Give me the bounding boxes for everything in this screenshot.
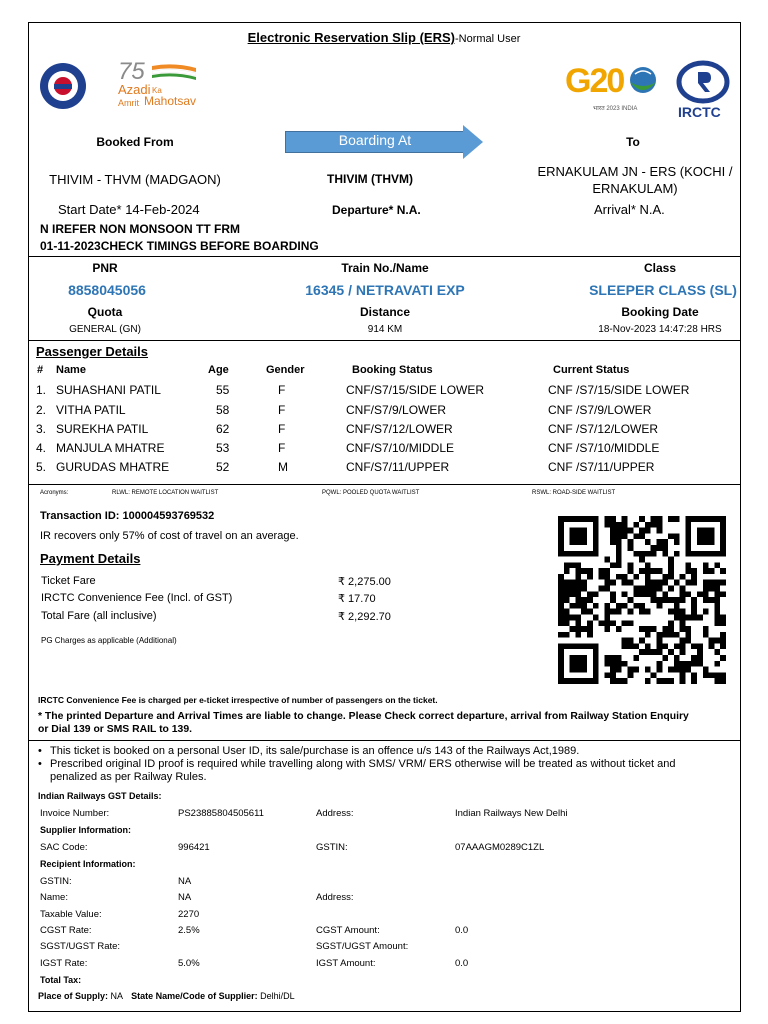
ticket-title: Electronic Reservation Slip (ERS)	[247, 30, 455, 45]
distance-value: 914 KM	[367, 324, 403, 335]
acronyms-label: Acronyms:	[40, 490, 69, 496]
passenger-age: 62	[216, 422, 230, 436]
start-date: Start Date* 14-Feb-2024	[58, 202, 200, 217]
passenger-num: 2.	[36, 403, 47, 417]
azadi-75: 75	[118, 58, 145, 85]
train-value: 16345 / NETRAVATI EXP	[305, 282, 465, 298]
quota-value: GENERAL (GN)	[69, 324, 141, 335]
arrow-head	[463, 125, 483, 159]
irctc-logo	[670, 60, 736, 122]
passenger-current-status: CNF /S7/12/LOWER	[548, 422, 659, 436]
passenger-gender: F	[278, 441, 286, 455]
passenger-current-status: CNF /S7/10/MIDDLE	[548, 441, 660, 455]
place-of-supply	[38, 991, 295, 1001]
booked-from-label: Booked From	[96, 135, 174, 149]
to-station-line2: ERNAKULAM)	[592, 181, 678, 196]
divider	[28, 740, 741, 741]
cgst-rate-value: 2.5%	[178, 925, 200, 936]
place-value: NA	[110, 991, 123, 1001]
recipient-gstin-value: NA	[178, 876, 192, 887]
igst-rate-label: IGST Rate:	[40, 958, 88, 969]
qr-code	[553, 516, 731, 684]
recipient-name-value: NA	[178, 892, 192, 903]
passenger-booking-status: CNF/S7/12/LOWER	[346, 422, 453, 436]
azadi-ka: Ka	[152, 86, 162, 95]
payment-details-title: Payment Details	[40, 551, 141, 566]
flag-icon	[152, 64, 196, 80]
azadi-amrit: Amrit	[118, 98, 139, 108]
place-label: Place of Supply:	[38, 991, 109, 1001]
acronym-pqwl: PQWL: POOLED QUOTA WAITLIST	[322, 490, 420, 496]
passenger-booking-status: CNF/S7/10/MIDDLE	[346, 441, 455, 455]
ticket-fare-value: ₹ 2,275.00	[338, 576, 391, 588]
igst-rate-value: 5.0%	[178, 958, 200, 969]
passenger-num: 1.	[36, 383, 47, 397]
terms-item	[36, 758, 675, 784]
passenger-current-status: CNF /S7/9/LOWER	[548, 403, 652, 417]
timing-notice-line2: or Dial 139 or SMS RAIL to 139.	[38, 724, 192, 735]
g20-text: G20	[565, 62, 624, 100]
taxable-value: 2270	[178, 909, 200, 920]
recipient-title: Recipient Information:	[40, 859, 136, 869]
passenger-gender: M	[278, 460, 288, 474]
passenger-num: 5.	[36, 460, 47, 474]
invoice-value: PS23885804505611	[178, 808, 264, 819]
col-num: #	[37, 364, 44, 376]
passenger-num: 4.	[36, 441, 47, 455]
terms-item-line2: penalized as per Railway Rules.	[50, 771, 207, 783]
gstin-label: GSTIN:	[316, 842, 348, 853]
boarding-station: THIVIM (THVM)	[327, 172, 413, 186]
ir-cost-note: IR recovers only 57% of cost of travel on an average.	[40, 530, 299, 542]
supplier-title: Supplier Information:	[40, 825, 131, 835]
train-label: Train No./Name	[341, 261, 429, 275]
terms-item-line1: Prescribed original ID proof is required while travelling along with SMS/ VRM/ ERS otherwise will be treated as without ticket and	[50, 758, 676, 770]
departure: Departure* N.A.	[332, 203, 421, 217]
gst-title: Indian Railways GST Details:	[38, 791, 162, 801]
col-name: Name	[56, 364, 86, 376]
pg-charges-note: PG Charges as applicable (Additional)	[41, 636, 177, 645]
booking-date-label: Booking Date	[621, 305, 699, 319]
arrival: Arrival* N.A.	[594, 202, 665, 217]
state-label: State Name/Code of Supplier:	[131, 991, 258, 1001]
to-station-line1: ERNAKULAM JN - ERS (KOCHI /	[537, 164, 733, 179]
divider	[28, 484, 741, 485]
state-value: Delhi/DL	[260, 991, 295, 1001]
irctc-text: IRCTC	[678, 104, 721, 120]
total-tax-label: Total Tax:	[40, 975, 82, 985]
passenger-name: MANJULA MHATRE	[56, 441, 165, 455]
total-fare-value: ₹ 2,292.70	[338, 611, 391, 623]
igst-amount-value: 0.0	[455, 958, 469, 969]
g20-logo	[565, 62, 665, 118]
ticket-subtitle: -Normal User	[454, 33, 521, 45]
journey-note-line1: N IREFER NON MONSOON TT FRM	[40, 222, 240, 236]
col-age: Age	[208, 364, 229, 376]
class-label: Class	[643, 261, 677, 275]
cgst-rate-label: CGST Rate:	[40, 925, 92, 936]
cgst-amount-label: CGST Amount:	[316, 925, 380, 936]
ticket-header	[0, 30, 768, 45]
convenience-fee-notice: IRCTC Convenience Fee is charged per e-ticket irrespective of number of passengers on the ticket.	[38, 695, 438, 705]
from-station: THIVIM - THVM (MADGAON)	[49, 172, 221, 187]
passenger-current-status: CNF /S7/11/UPPER	[548, 460, 655, 474]
passenger-gender: F	[278, 403, 286, 417]
acronym-rlwl: RLWL: REMOTE LOCATION WAITLIST	[112, 490, 219, 496]
total-fare-label: Total Fare (all inclusive)	[41, 610, 157, 622]
boarding-at-arrow	[285, 125, 485, 161]
recipient-address-label: Address:	[316, 892, 354, 903]
indian-railways-logo	[38, 60, 88, 112]
recipient-name-label: Name:	[40, 892, 68, 903]
passenger-age: 58	[216, 403, 230, 417]
col-gender: Gender	[266, 364, 305, 376]
invoice-label: Invoice Number:	[40, 808, 110, 819]
passenger-name: GURUDAS MHATRE	[56, 460, 170, 474]
passenger-name: SUHASHANI PATIL	[56, 383, 161, 397]
pnr-value: 8858045056	[68, 282, 146, 298]
class-value: SLEEPER CLASS (SL)	[589, 282, 737, 298]
passenger-booking-status: CNF/S7/11/UPPER	[346, 460, 450, 474]
g20-tagline: भारत 2023 INDIA	[593, 106, 638, 112]
sgst-amount-label: SGST/UGST Amount:	[316, 941, 409, 952]
transaction-id: Transaction ID: 100004593769532	[40, 510, 215, 522]
gstin-value: 07AAAGM0289C1ZL	[455, 842, 545, 853]
pnr-label: PNR	[92, 261, 118, 275]
azadi-logo	[112, 58, 202, 110]
terms-item: • This ticket is booked on a personal User ID, its sale/purchase is an offence u/s 143 of the Railways Act,1989.	[36, 745, 675, 758]
passenger-gender: F	[278, 422, 286, 436]
passenger-current-status: CNF /S7/15/SIDE LOWER	[548, 383, 690, 397]
boarding-at-label: Boarding At	[338, 132, 412, 148]
convenience-fee-value: ₹ 17.70	[338, 593, 376, 605]
passenger-booking-status: CNF/S7/15/SIDE LOWER	[346, 383, 485, 397]
divider	[28, 256, 741, 257]
passenger-name: SUREKHA PATIL	[56, 422, 149, 436]
col-booking-status: Booking Status	[352, 364, 433, 376]
passenger-num: 3.	[36, 422, 47, 436]
recipient-gstin-label: GSTIN:	[40, 876, 72, 887]
azadi-mahotsav: Mahotsav	[144, 94, 197, 108]
timing-notice-line1: * The printed Departure and Arrival Times are liable to change. Please Check correct departure, arrival from Railway Station Enquiry	[38, 711, 689, 722]
col-current-status: Current Status	[553, 364, 630, 376]
sac-value: 996421	[178, 842, 210, 853]
to-label: To	[626, 135, 640, 149]
passenger-gender: F	[278, 383, 286, 397]
acronym-rswl: RSWL: ROAD-SIDE WAITLIST	[532, 490, 616, 496]
journey-note-line2: 01-11-2023CHECK TIMINGS BEFORE BOARDING	[40, 239, 319, 253]
divider	[28, 340, 741, 341]
passenger-details-title: Passenger Details	[36, 344, 149, 359]
terms-list	[36, 745, 675, 784]
booking-date-value: 18-Nov-2023 14:47:28 HRS	[598, 324, 722, 335]
ticket-fare-label: Ticket Fare	[41, 575, 96, 587]
convenience-fee-label: IRCTC Convenience Fee (Incl. of GST)	[41, 592, 233, 604]
igst-amount-label: IGST Amount:	[316, 958, 376, 969]
sac-label: SAC Code:	[40, 842, 88, 853]
address-label: Address:	[316, 808, 354, 819]
address-value: Indian Railways New Delhi	[455, 808, 568, 819]
passenger-age: 52	[216, 460, 230, 474]
passenger-age: 55	[216, 383, 230, 397]
taxable-label: Taxable Value:	[40, 909, 102, 920]
irctc-emblem-icon	[676, 60, 730, 104]
passenger-booking-status: CNF/S7/9/LOWER	[346, 403, 447, 417]
lotus-globe-icon	[625, 64, 661, 100]
passenger-age: 53	[216, 441, 230, 455]
sgst-rate-label: SGST/UGST Rate:	[40, 941, 121, 952]
cgst-amount-value: 0.0	[455, 925, 469, 936]
distance-label: Distance	[359, 305, 411, 319]
azadi-word: Azadi	[118, 82, 151, 97]
passenger-name: VITHA PATIL	[56, 403, 126, 417]
quota-label: Quota	[87, 305, 123, 319]
